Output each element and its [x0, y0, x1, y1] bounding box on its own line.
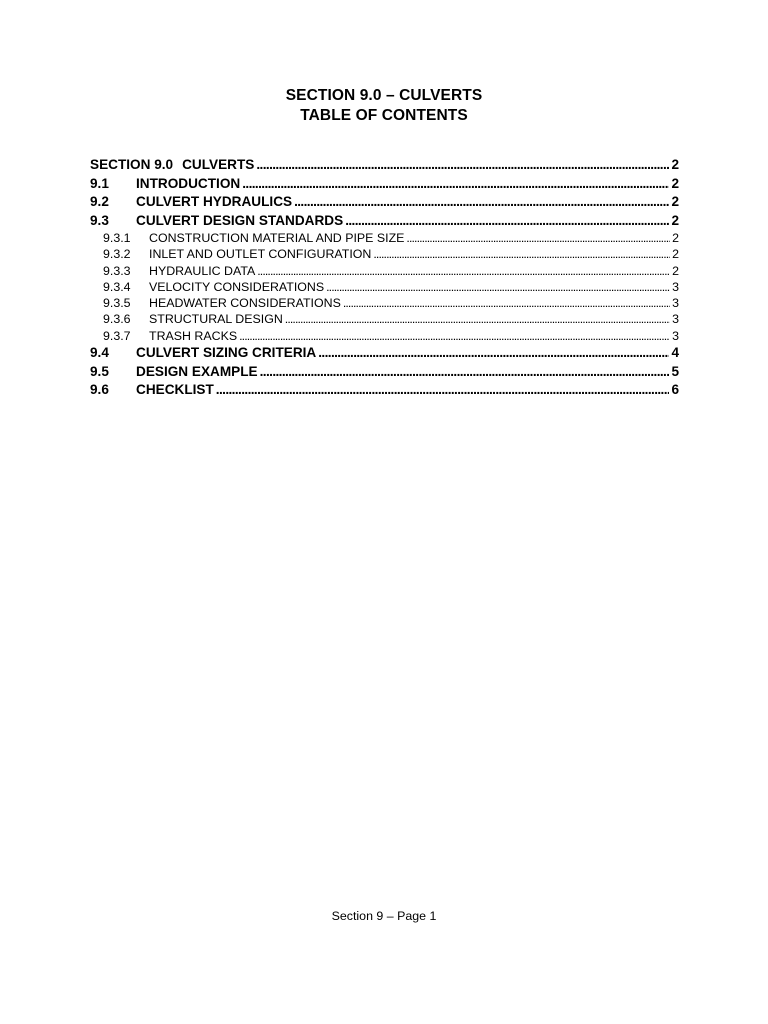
- toc-entry-9-5[interactable]: [90, 363, 679, 382]
- toc-entry-title: HEADWATER CONSIDERATIONS: [149, 296, 341, 311]
- toc-entry-page: 3: [672, 328, 679, 343]
- toc-entry-number: 9.3.3: [103, 263, 131, 278]
- toc-dot-leader: [326, 279, 670, 295]
- toc-entry-9-2[interactable]: [90, 193, 679, 212]
- toc-entry-title: CULVERT DESIGN STANDARDS: [136, 212, 344, 228]
- toc-dot-leader: [373, 246, 670, 262]
- toc-entry-title: CULVERT HYDRAULICS: [136, 194, 293, 209]
- toc-entry-title: DESIGN EXAMPLE: [136, 363, 258, 379]
- toc-entry-page: 3: [672, 312, 679, 327]
- toc-entry-9-3-6[interactable]: [90, 311, 679, 327]
- toc-entry-9-3-3[interactable]: [90, 263, 679, 279]
- toc-entry-page: 2: [672, 231, 679, 245]
- toc-dot-leader: [239, 328, 670, 344]
- toc-entry-page: 2: [671, 212, 679, 228]
- toc-entry-9-3[interactable]: [90, 212, 679, 231]
- toc-entry-number: 9.2: [90, 194, 109, 209]
- toc-entry-page: 2: [671, 175, 679, 191]
- toc-entry-title: STRUCTURAL DESIGN: [149, 312, 283, 327]
- toc-entry-9-6[interactable]: [90, 381, 679, 400]
- toc-entry-number: 9.3.6: [103, 312, 131, 327]
- toc-dot-leader: [318, 344, 669, 363]
- toc-dot-leader: [256, 156, 669, 175]
- toc-entry-title: HYDRAULIC DATA: [149, 263, 256, 278]
- toc-entry-number: 9.3.5: [103, 296, 131, 311]
- toc-entry-9-3-7[interactable]: [90, 328, 679, 344]
- toc-entry-number: 9.4: [90, 345, 109, 361]
- toc-entry-number: 9.3.4: [103, 279, 131, 294]
- toc-entry-page: 2: [672, 247, 679, 262]
- toc-dot-leader: [216, 381, 670, 400]
- toc-entry-page: 3: [672, 296, 679, 311]
- toc-entry-number: 9.3.2: [103, 247, 131, 262]
- toc-entry-section-9-0[interactable]: [90, 156, 679, 175]
- toc-entry-number: 9.1: [90, 175, 109, 191]
- toc-entry-number: SECTION 9.0: [90, 157, 174, 172]
- toc-entry-title: CULVERTS: [182, 157, 255, 172]
- toc-dot-leader: [406, 230, 670, 246]
- toc-heading: TABLE OF CONTENTS: [300, 107, 468, 124]
- toc-entry-page: 2: [671, 157, 679, 172]
- toc-entry-title: INLET AND OUTLET CONFIGURATION: [149, 247, 372, 262]
- toc-dot-leader: [343, 295, 670, 311]
- toc-entry-title: CHECKLIST: [136, 382, 214, 398]
- toc-entry-9-3-5[interactable]: [90, 295, 679, 311]
- toc-entry-9-4[interactable]: [90, 344, 679, 363]
- toc-entry-number: 9.3: [90, 212, 109, 228]
- toc-dot-leader: [345, 212, 669, 231]
- toc-entry-title: CULVERT SIZING CRITERIA: [136, 345, 317, 361]
- toc-entry-9-3-1[interactable]: [90, 230, 679, 246]
- toc-entry-number: 9.3.1: [103, 231, 131, 245]
- toc-entry-title: INTRODUCTION: [136, 175, 241, 191]
- toc-entry-page: 5: [671, 363, 679, 379]
- section-title: SECTION 9.0 – CULVERTS: [285, 87, 483, 104]
- toc-dot-leader: [294, 193, 669, 212]
- toc-entry-9-3-2[interactable]: [90, 246, 679, 262]
- toc-entry-page: 4: [671, 345, 679, 361]
- toc-entry-page: 2: [672, 263, 679, 278]
- toc-dot-leader: [257, 263, 670, 279]
- toc-dot-leader: [260, 363, 670, 382]
- page-footer: Section 9 – Page 1: [331, 909, 437, 923]
- toc-dot-leader: [242, 175, 669, 194]
- toc-entry-page: 3: [672, 279, 679, 294]
- toc-entry-title: VELOCITY CONSIDERATIONS: [149, 279, 325, 294]
- toc-dot-leader: [285, 311, 670, 327]
- toc-entry-page: 6: [671, 382, 679, 398]
- toc-entry-9-3-4[interactable]: [90, 279, 679, 295]
- toc-entry-number: 9.5: [90, 363, 109, 379]
- toc-entry-number: 9.3.7: [103, 328, 131, 343]
- toc-entry-page: 2: [671, 194, 679, 209]
- table-of-contents: [90, 156, 679, 400]
- toc-entry-number: 9.6: [90, 382, 109, 398]
- toc-entry-9-1[interactable]: [90, 175, 679, 194]
- toc-entry-title: TRASH RACKS: [149, 328, 238, 343]
- toc-entry-title: CONSTRUCTION MATERIAL AND PIPE SIZE: [149, 231, 405, 245]
